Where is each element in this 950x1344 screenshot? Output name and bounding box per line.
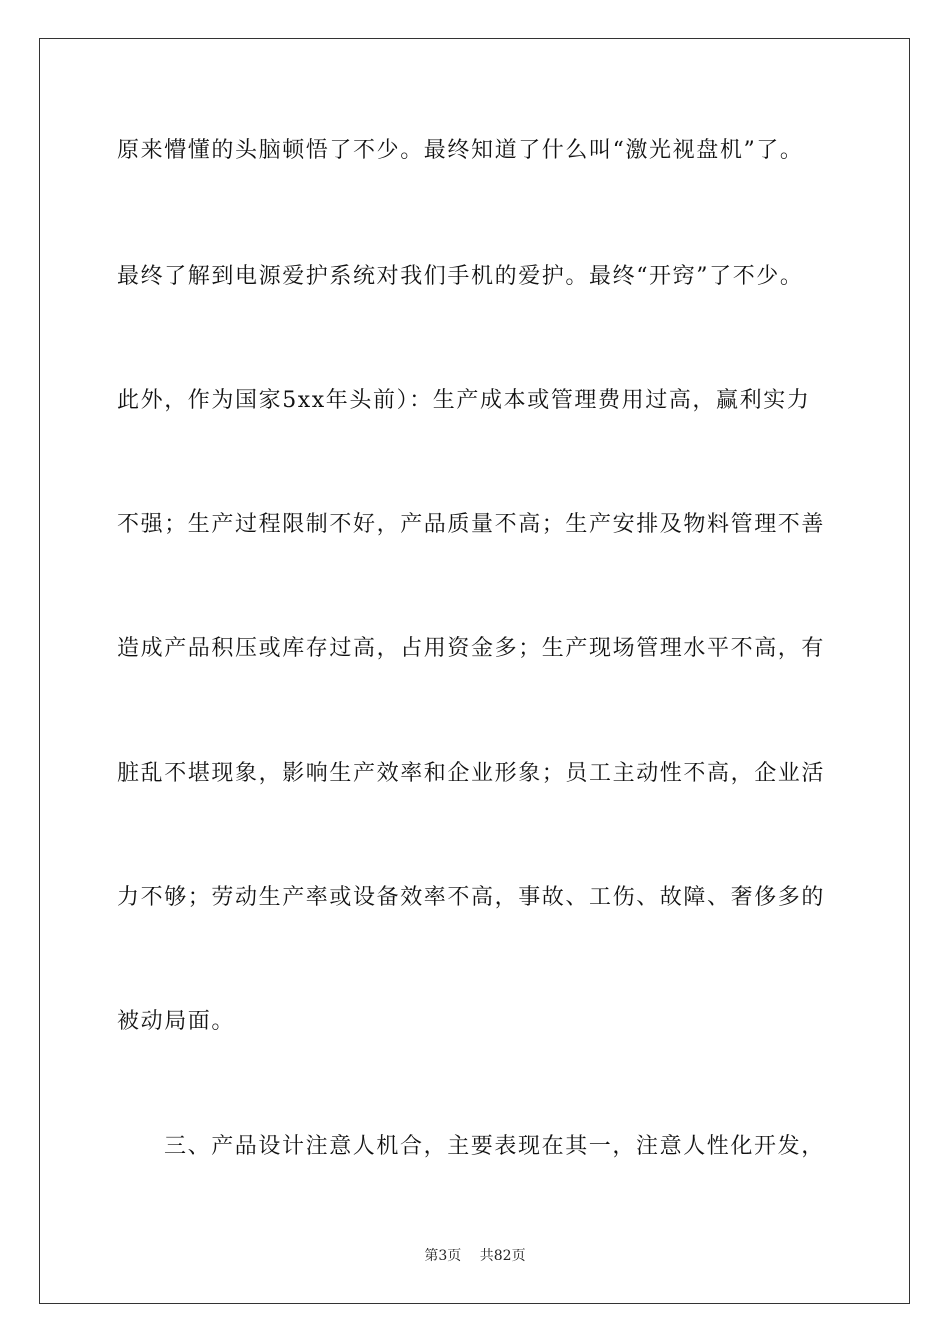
body-text-line: 不强；生产过程限制不好，产品质量不高；生产安排及物料管理不善 xyxy=(117,512,826,537)
section-heading-line: 三、产品设计注意人机合，主要表现在其一，注意人性化开发， xyxy=(164,1134,825,1159)
page-footer xyxy=(0,1247,950,1265)
total-pages: 共82页 xyxy=(479,1248,526,1264)
body-text-line: 力不够；劳动生产率或设备效率不高，事故、工伤、故障、奢侈多的 xyxy=(117,885,826,910)
body-text-line: 原来懵懂的头脑顿悟了不少。最终知道了什么叫“激光视盘机”了。 xyxy=(117,138,804,163)
body-text-line: 被动局面。 xyxy=(117,1009,236,1034)
body-text-line: 最终了解到电源爱护系统对我们手机的爱护。最终“开窍”了不少。 xyxy=(117,264,804,289)
page-number: 第3页 xyxy=(424,1248,462,1264)
body-text-line: 此外，作为国家5xx年头前）：生产成本或管理费用过高，赢利实力 xyxy=(117,388,811,413)
body-text-line: 脏乱不堪现象，影响生产效率和企业形象；员工主动性不高，企业活 xyxy=(117,761,826,786)
body-text-line: 造成产品积压或库存过高，占用资金多；生产现场管理水平不高，有 xyxy=(117,636,826,661)
page-border xyxy=(39,38,910,1304)
